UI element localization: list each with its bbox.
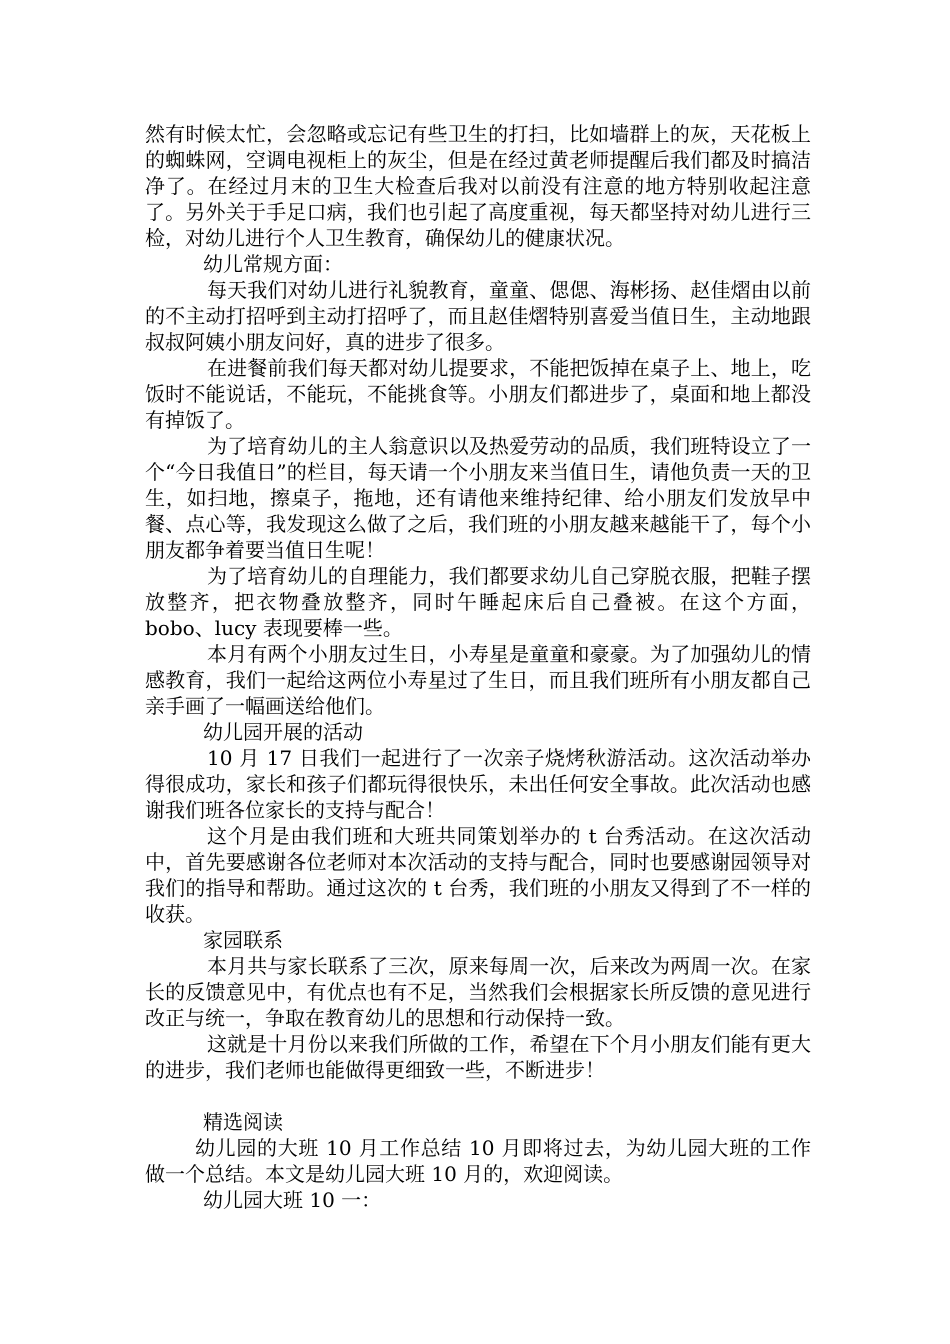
paragraph-conclusion: 这就是十月份以来我们所做的工作，希望在下个月小朋友们能有更大的进步，我们老师也能做得更细致一些，不断进步！ — [145, 1032, 811, 1082]
heading-routine: 幼儿常规方面： — [203, 252, 343, 276]
document-page — [145, 121, 811, 1213]
paragraph-reading-intro: 幼儿园的大班 10 月工作总结 10 月即将过去，为幼儿园大班的工作做一个总结。本文是幼儿园大班 10 月的，欢迎阅读。 — [145, 1136, 811, 1186]
heading-home-contact: 家园联系 — [203, 928, 283, 952]
paragraph-birthday: 本月有两个小朋友过生日，小寿星是童童和豪豪。为了加强幼儿的情感教育，我们一起给这两位小寿星过了生日，而且我们班所有小朋友都自己亲手画了一幅画送给他们。 — [145, 642, 811, 718]
paragraph-meals: 在进餐前我们每天都对幼儿提要求，不能把饭掉在桌子上、地上，吃饭时不能说话，不能玩，不能挑食等。小朋友们都进步了，桌面和地上都没有掉饭了。 — [145, 356, 811, 432]
paragraph-bbq-outing: 10 月 17 日我们一起进行了一次亲子烧烤秋游活动。这次活动举办得很成功，家长和孩子们都玩得很快乐，未出任何安全事故。此次活动也感谢我们班各位家长的支持与配合！ — [145, 746, 811, 822]
paragraph-hygiene-continued: 然有时候太忙，会忽略或忘记有些卫生的打扫，比如墙群上的灰，天花板上的蜘蛛网，空调电视柜上的灰尘，但是在经过黄老师提醒后我们都及时搞洁净了。在经过月末的卫生大检查后我对以前没有注意的地方特别收起注意了。另外关于手足口病，我们也引起了高度重视，每天都坚持对幼儿进行三检，对幼儿进行个人卫生教育，确保幼儿的健康状况。 — [145, 122, 811, 250]
heading-selected-reading: 精选阅读 — [203, 1110, 283, 1134]
paragraph-courtesy: 每天我们对幼儿进行礼貌教育，童童、偲偲、海彬扬、赵佳熠由以前的不主动打招呼到主动打招呼了，而且赵佳熠特别喜爱当值日生，主动地跟叔叔阿姨小朋友问好，真的进步了很多。 — [145, 278, 811, 354]
paragraph-reading-title: 幼儿园大班 10 一： — [203, 1188, 382, 1212]
paragraph-duty: 为了培育幼儿的主人翁意识以及热爱劳动的品质，我们班特设立了一个“今日我值日”的栏目，每天请一个小朋友来当值日生，请他负责一天的卫生，如扫地，擦桌子，拖地，还有请他来维持纪律、给小朋友们发放早中餐、点心等，我发现这么做了之后，我们班的小朋友越来越能干了，每个小朋友都争着要当值日生呢！ — [145, 434, 811, 562]
heading-activities: 幼儿园开展的活动 — [203, 720, 363, 744]
paragraph-parent-contact: 本月共与家长联系了三次，原来每周一次，后来改为两周一次。在家长的反馈意见中，有优点也有不足，当然我们会根据家长所反馈的意见进行改正与统一，争取在教育幼儿的思想和行动保持一致。 — [145, 954, 811, 1030]
paragraph-self-care: 为了培育幼儿的自理能力，我们都要求幼儿自己穿脱衣服，把鞋子摆放整齐，把衣物叠放整齐，同时午睡起床后自己叠被。在这个方面，bobo、lucy 表现要棒一些。 — [145, 564, 811, 640]
paragraph-t-show: 这个月是由我们班和大班共同策划举办的 t 台秀活动。在这次活动中，首先要感谢各位老师对本次活动的支持与配合，同时也要感谢园领导对我们的指导和帮助。通过这次的 t 台秀，我们班的小朋友又得到了不一样的收获。 — [145, 824, 811, 926]
blank-line — [145, 1083, 811, 1109]
